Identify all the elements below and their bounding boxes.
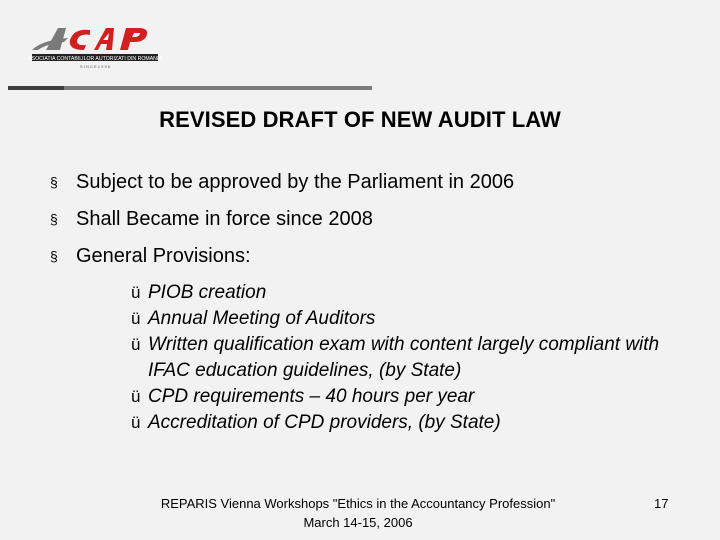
footer-line-1: REPARIS Vienna Workshops "Ethics in the Accountancy Profession": [160, 496, 556, 511]
logo-mark: [32, 28, 147, 50]
bullet-text: Shall Became in force since 2008: [76, 208, 373, 230]
footer-line-2: March 14-15, 2006: [303, 515, 413, 530]
bullet-item: [50, 204, 514, 241]
checkmark-icon: ü: [131, 335, 141, 354]
checkmark-icon: ü: [131, 309, 141, 328]
checkmark-icon: ü: [131, 387, 141, 406]
logo-tagline: S I N C E 1 9 9 6: [79, 64, 111, 69]
logo-subtitle: ASOCIATIA CONTABILILOR AUTORIZATI DIN ROMANIA: [28, 56, 162, 62]
checkmark-icon: ü: [131, 413, 141, 432]
bullet-marker: §: [50, 248, 58, 264]
bullet-marker: §: [50, 211, 58, 227]
sub-item: [131, 280, 668, 306]
bullet-list: [50, 167, 515, 278]
slide-title: REVISED DRAFT OF NEW AUDIT LAW: [159, 107, 561, 132]
sub-item-text: CPD requirements – 40 hours per year: [148, 386, 475, 407]
sub-item-text: Written qualification exam with content largely compliant with IFAC education guidelines, (by State): [148, 334, 660, 381]
sub-item: [131, 306, 668, 332]
bullet-marker: §: [50, 174, 58, 190]
sub-item: [131, 384, 668, 410]
bullet-text: Subject to be approved by the Parliament in 2006: [76, 171, 515, 193]
sub-item-text: Accreditation of CPD providers, (by State): [148, 412, 501, 433]
bullet-item: [50, 241, 514, 278]
bullet-text: General Provisions:: [76, 245, 251, 267]
acap-logo: [28, 20, 163, 76]
sub-item: [131, 332, 668, 384]
slide-footer: [120, 494, 596, 532]
sub-item: [131, 410, 668, 436]
sub-item-text: PIOB creation: [148, 282, 267, 303]
checkmark-icon: ü: [131, 283, 141, 302]
page-number: 17: [654, 496, 669, 511]
sub-item-list: [131, 280, 668, 436]
sub-item-text: Annual Meeting of Auditors: [148, 308, 376, 329]
bullet-item: [50, 167, 515, 204]
header-rule: [8, 86, 372, 90]
